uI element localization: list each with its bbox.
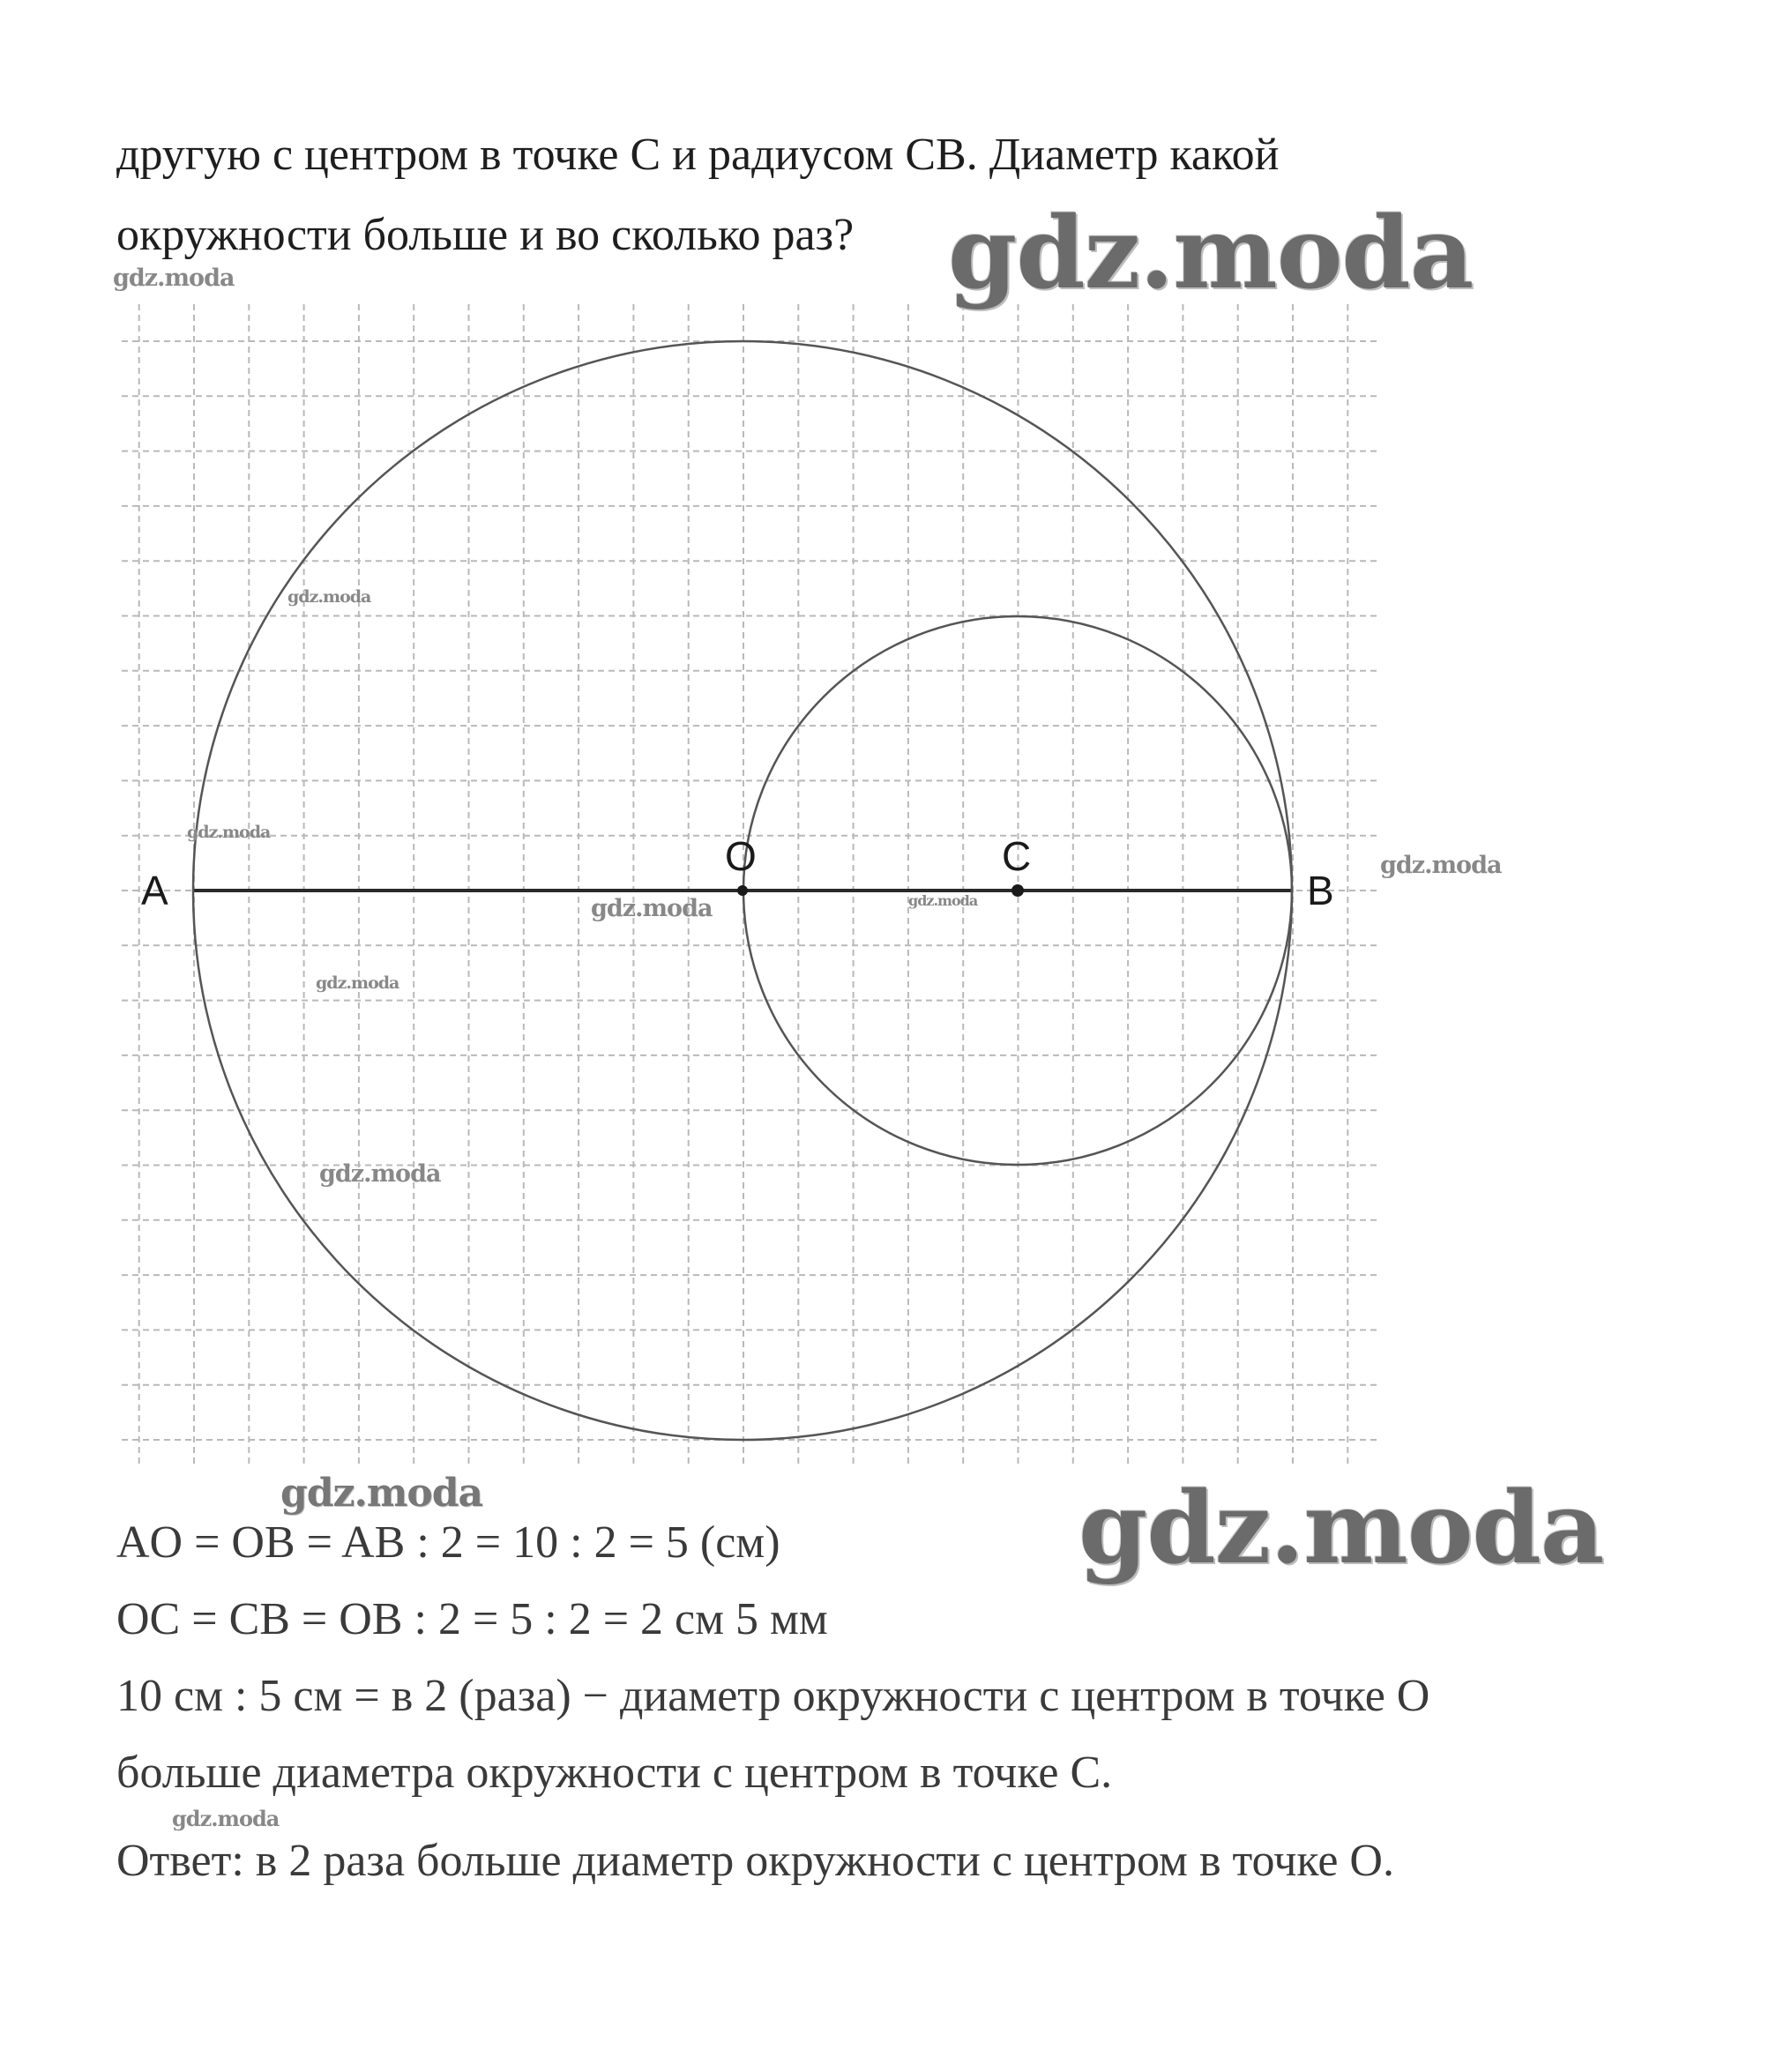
watermark: gdz.moda: [287, 587, 371, 607]
solution-line-4: больше диаметра окружности с центром в точке С.: [116, 1748, 1113, 1798]
watermark: gdz.moda: [113, 265, 235, 292]
task-text-line-2: окружности больше и во сколько раз?: [116, 210, 855, 260]
watermark: gdz.moda: [316, 973, 399, 993]
point-o: [737, 885, 748, 896]
solution-line-2: OC = CB = OB : 2 = 5 : 2 = 2 см 5 мм: [116, 1594, 828, 1644]
watermark: gdz.moda: [187, 823, 271, 842]
watermark: gdz.moda: [1079, 1471, 1604, 1586]
label-a: A: [141, 868, 168, 913]
watermark: gdz.moda: [948, 196, 1474, 311]
watermark: gdz.moda: [280, 1471, 483, 1516]
watermark: gdz.moda: [591, 895, 713, 922]
grid-lines: [122, 304, 1379, 1465]
solution-line-3: 10 см : 5 см = в 2 (раза) − диаметр окружности с центром в точке О: [116, 1671, 1430, 1721]
solution-line-1: AO = OB = AB : 2 = 10 : 2 = 5 (см): [116, 1517, 780, 1568]
task-text-line-1: другую с центром в точке С и радиусом СВ. Диаметр какой: [116, 130, 1280, 180]
watermark: gdz.moda: [1380, 852, 1502, 879]
watermark: gdz.moda: [319, 1160, 441, 1188]
label-c: C: [1002, 833, 1032, 879]
watermark: gdz.moda: [908, 892, 978, 909]
answer-line: Ответ: в 2 раза больше диаметр окружности с центром в точке О.: [116, 1836, 1394, 1886]
label-o: O: [725, 833, 757, 879]
label-b: B: [1307, 868, 1334, 913]
point-c: [1011, 884, 1024, 897]
watermark: gdz.moda: [172, 1806, 280, 1831]
